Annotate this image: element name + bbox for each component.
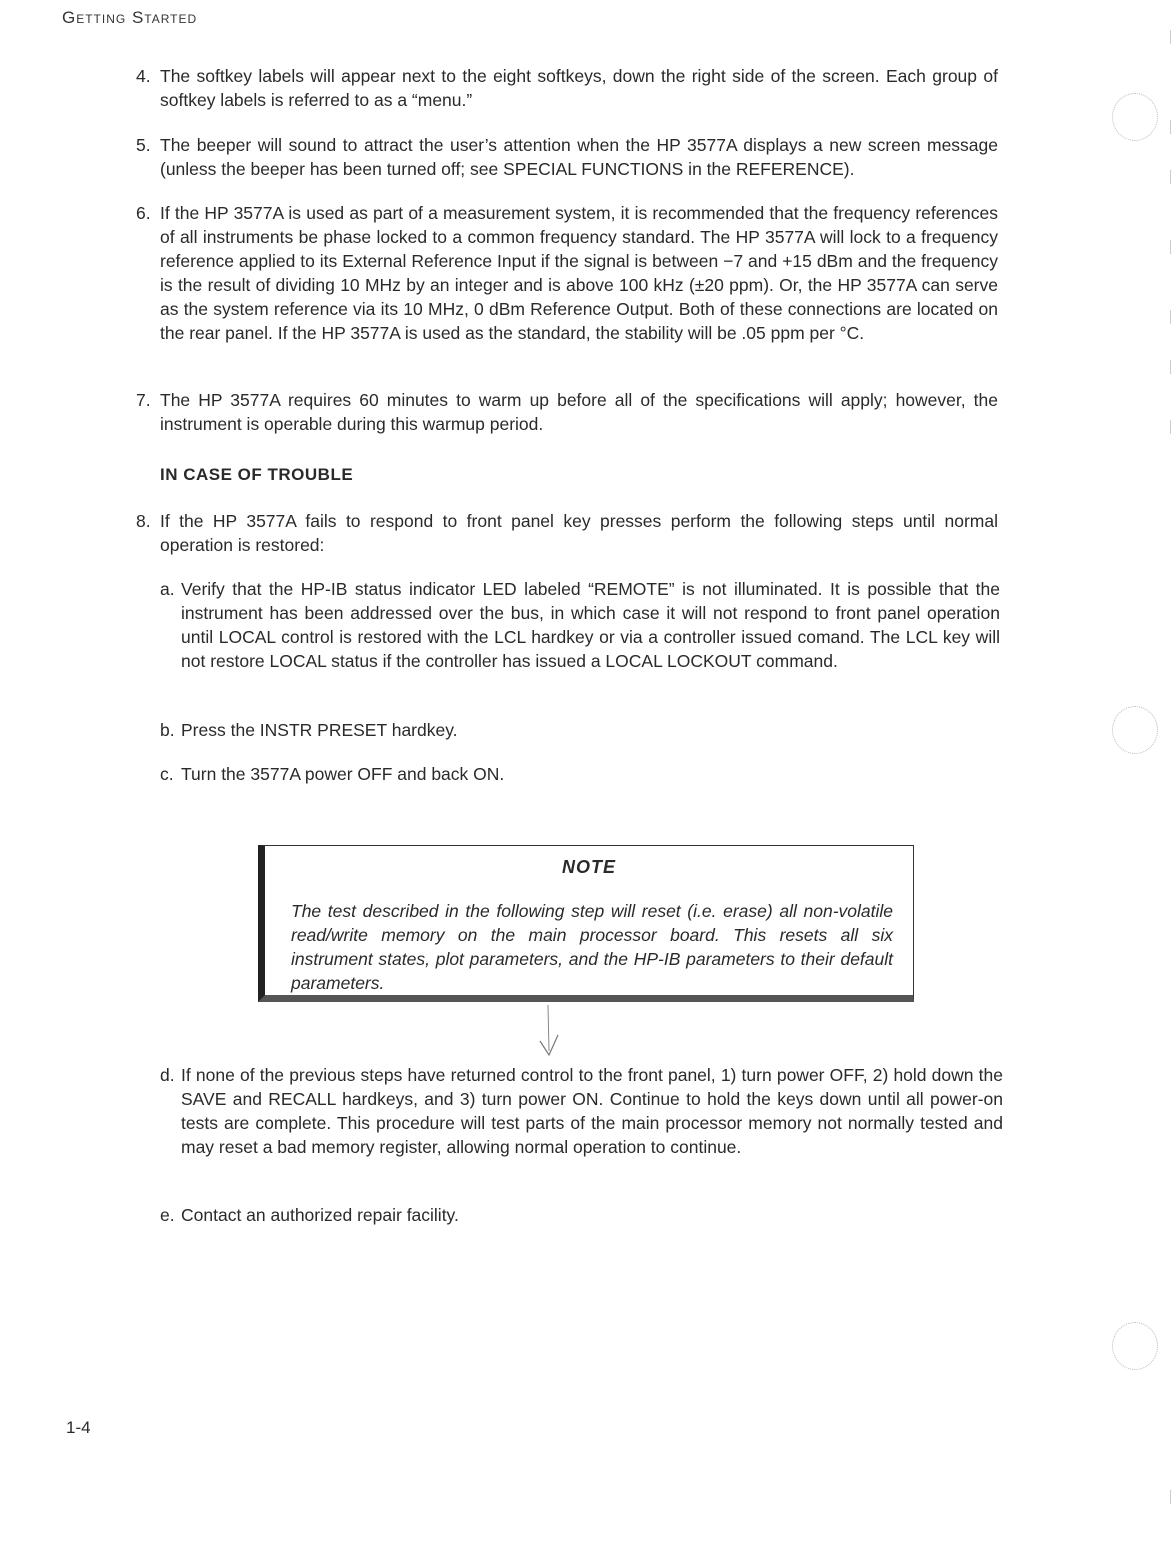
edge-mark (1170, 170, 1171, 184)
list-item-6 (136, 201, 998, 345)
step-letter: a. (160, 579, 175, 599)
edge-mark (1170, 310, 1171, 324)
page-number: 1-4 (66, 1418, 91, 1437)
edge-mark (1170, 240, 1171, 254)
item-number: 8. (136, 511, 151, 531)
item-text: The beeper will sound to attract the user’s attention when the HP 3577A displays a new screen message (unless the beeper has been turned off; see SPECIAL FUNCTIONS in the REFERENCE). (160, 135, 998, 179)
step-text: Turn the 3577A power OFF and back ON. (181, 764, 505, 784)
binder-hole (1112, 706, 1158, 754)
step-letter: d. (160, 1065, 175, 1085)
list-item-7 (136, 388, 998, 436)
list-item-5 (136, 133, 998, 181)
step-e (160, 1203, 1000, 1227)
step-text: Press the INSTR PRESET hardkey. (181, 720, 458, 740)
step-c (160, 762, 1000, 786)
note-text: The test described in the following step will reset (i.e. erase) all non-volatile read/write memory on the main processor board. This resets all six instrument states, plot parameters, and the HP-IB parameters to their default parameters. (291, 901, 893, 993)
item-number: 6. (136, 203, 151, 223)
note-box (258, 845, 914, 1002)
step-text: Contact an authorized repair facility. (181, 1205, 459, 1225)
edge-mark (1170, 360, 1171, 374)
item-text: If the HP 3577A fails to respond to front panel key presses perform the following steps until normal operation is restored: (160, 511, 998, 555)
edge-mark (1170, 30, 1171, 44)
section-heading: IN CASE OF TROUBLE (160, 465, 354, 484)
edge-mark (1170, 1490, 1171, 1504)
item-number: 4. (136, 66, 151, 86)
step-b (160, 718, 1000, 742)
step-letter: b. (160, 720, 175, 740)
step-letter: e. (160, 1205, 175, 1225)
list-item-8 (136, 509, 998, 557)
handwritten-arrow-icon (534, 1003, 564, 1059)
item-text: The HP 3577A requires 60 minutes to warm up before all of the specifications will apply; however, the instrument is operable during this warmup period. (160, 390, 998, 434)
item-number: 7. (136, 390, 151, 410)
item-text: If the HP 3577A is used as part of a measurement system, it is recommended that the frequency references of all instruments be phase locked to a common frequency standard. The HP 3577A will lock to a frequency reference applied to its External Reference Input if the signal is between −7 and +15 dBm and the frequency is the result of dividing 10 MHz by an integer and is above 100 kHz (±20 ppm). Or, the HP 3577A can serve as the system reference via its 10 MHz, 0 dBm Reference Output. Both of these connections are located on the rear panel. If the HP 3577A is used as the standard, the stability will be .05 ppm per °C. (160, 203, 998, 343)
step-text: If none of the previous steps have returned control to the front panel, 1) turn power OFF, 2) hold down the SAVE and RECALL hardkeys, and 3) turn power ON. Continue to hold the keys down until all power-on tests are complete. This procedure will test parts of the main processor memory not normally tested and may reset a bad memory register, allowing normal operation to continue. (181, 1065, 1003, 1157)
running-header: Getting Started (62, 8, 198, 27)
binder-hole (1112, 93, 1158, 141)
binder-hole (1112, 1322, 1158, 1370)
item-text: The softkey labels will appear next to the eight softkeys, down the right side of the screen. Each group of softkey labels is referred to as a “menu.” (160, 66, 998, 110)
note-title: NOTE (561, 857, 616, 877)
edge-mark (1170, 120, 1171, 134)
item-number: 5. (136, 135, 151, 155)
step-text: Verify that the HP-IB status indicator LED labeled “REMOTE” is not illuminated. It is possible that the instrument has been addressed over the bus, in which case it will not respond to front panel operation until LOCAL control is restored with the LCL hardkey or via a controller issued comand. The LCL key will not restore LOCAL status if the controller has issued a LOCAL LOCKOUT command. (181, 579, 1000, 671)
step-a (160, 577, 1000, 673)
edge-mark (1170, 420, 1171, 434)
step-d (160, 1063, 1003, 1159)
step-letter: c. (160, 764, 174, 784)
list-item-4 (136, 64, 998, 112)
